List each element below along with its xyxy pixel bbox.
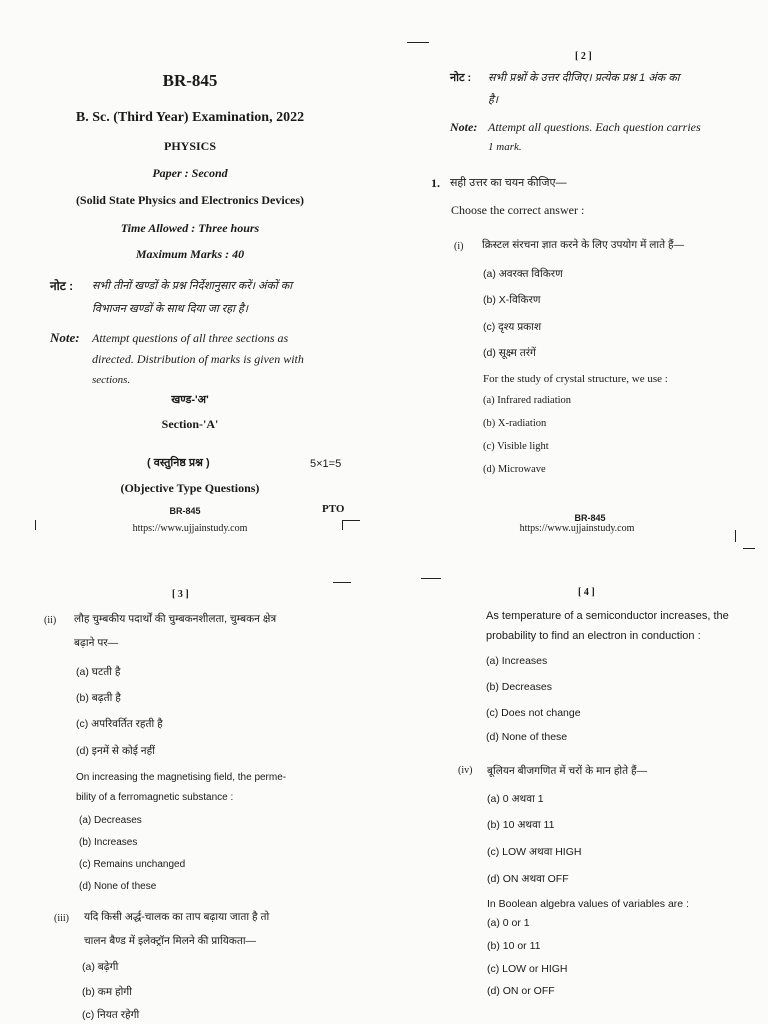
note-hindi-label: नोट : [50, 279, 74, 293]
option-hindi: (c) अपरिवर्तित रहती है [76, 718, 163, 730]
scan-mark [333, 582, 351, 583]
scan-mark [735, 530, 736, 542]
subquestion-hindi: लौह चुम्बकीय पदार्थों की चुम्बकनशीलता, चुम्बकन क्षेत्र [74, 613, 277, 625]
subject-title: PHYSICS [163, 139, 216, 153]
footer-code: BR-845 [169, 506, 201, 516]
option-english: (a) Infrared radiation [483, 395, 572, 406]
option-hindi: (b) 10 अथवा 11 [487, 819, 555, 831]
scan-mark [743, 548, 755, 549]
option-hindi: (a) घटती है [76, 666, 121, 678]
page-number: [ 3 ] [172, 589, 189, 600]
paper-code-title: BR-845 [162, 71, 218, 90]
pto-label: PTO [322, 503, 345, 515]
subquestion-hindi: चालन बैण्ड में इलेक्ट्रॉन मिलने की प्रायिकता— [84, 935, 257, 947]
course-title: (Solid State Physics and Electronics Devices) [75, 193, 305, 207]
note-hindi-line: है। [488, 94, 499, 106]
section-a-hindi: खण्ड-'अ' [171, 394, 209, 406]
note-english-line: directed. Distribution of marks is given with [92, 352, 304, 366]
option-english: (c) LOW or HIGH [487, 963, 568, 975]
option-english: (d) None of these [79, 881, 157, 892]
option-english: (b) Decreases [486, 681, 552, 693]
subquestion-english: On increasing the magnetising field, the perme- [76, 772, 287, 783]
objective-heading: (Objective Type Questions) [120, 481, 260, 495]
footer-code: BR-845 [574, 513, 606, 523]
option-english: (a) Decreases [79, 815, 142, 826]
option-english: (b) X-radiation [483, 418, 547, 429]
question-number: 1. [431, 176, 440, 190]
subquestion-hindi: क्रिस्टल संरचना ज्ञात करने के लिए उपयोग में लाते हैं— [482, 239, 685, 251]
option-hindi: (a) बढ़ेगी [82, 961, 119, 973]
note-english-line: 1 mark. [488, 141, 522, 153]
subquestion-number: (iv) [458, 765, 473, 776]
scan-mark [421, 578, 441, 579]
note-english-line: sections. [92, 374, 131, 386]
option-english: (d) Microwave [483, 464, 546, 475]
option-hindi: (d) ON अथवा OFF [487, 873, 569, 885]
note-english-line: Attempt all questions. Each question carries [488, 120, 701, 134]
option-hindi: (c) नियत रहेगी [82, 1009, 140, 1021]
time-allowed: Time Allowed : Three hours [120, 221, 260, 235]
subquestion-number: (ii) [44, 615, 57, 626]
option-english: (c) Remains unchanged [79, 859, 186, 870]
note-hindi-line: विभाजन खण्डों के साथ दिया जा रहा है। [92, 303, 249, 315]
subquestion-english: bility of a ferromagnetic substance : [76, 792, 234, 803]
page-number: [ 4 ] [578, 587, 595, 598]
note-english-line: Attempt questions of all three sections as [92, 331, 289, 345]
option-english: (c) Visible light [483, 441, 549, 452]
objective-hindi: ( वस्तुनिष्ठ प्रश्न ) [147, 457, 210, 469]
option-hindi: (c) LOW अथवा HIGH [487, 846, 582, 858]
scan-mark [35, 520, 36, 530]
option-hindi: (b) बढ़ती है [76, 692, 121, 704]
subquestion-english: As temperature of a semiconductor increases, the [486, 610, 729, 622]
objective-marks: 5×1=5 [310, 458, 342, 470]
option-english: (b) 10 or 11 [487, 940, 541, 952]
option-hindi: (d) सूक्ष्म तरंगें [483, 347, 536, 359]
footer-url: https://www.ujjainstudy.com [519, 523, 635, 534]
note-english-label: Note: [450, 120, 478, 134]
option-hindi: (c) दृश्य प्रकाश [483, 321, 542, 333]
question-hindi: सही उत्तर का चयन कीजिए— [450, 177, 567, 189]
subquestion-english: For the study of crystal structure, we use : [483, 373, 668, 385]
question-english: Choose the correct answer : [451, 203, 585, 217]
exam-title: B. Sc. (Third Year) Examination, 2022 [75, 110, 305, 125]
note-hindi-line: सभी तीनों खण्डों के प्रश्न निर्देशानुसार करें। अंकों का [92, 280, 293, 292]
subquestion-english: In Boolean algebra values of variables are : [487, 898, 689, 910]
maximum-marks: Maximum Marks : 40 [135, 247, 245, 261]
subquestion-hindi: यदि किसी अर्द्ध-चालक का ताप बढ़ाया जाता है तो [84, 911, 270, 923]
option-hindi: (b) कम होगी [82, 986, 132, 998]
option-english: (d) None of these [486, 731, 568, 743]
subquestion-number: (i) [454, 241, 464, 252]
subquestion-hindi: बढ़ाने पर— [74, 637, 119, 649]
subquestion-english: probability to find an electron in conduction : [486, 630, 701, 642]
option-hindi: (b) X-विकिरण [483, 294, 541, 306]
subquestion-number: (iii) [54, 913, 69, 924]
page-number: [ 2 ] [575, 51, 592, 62]
note-hindi-line: सभी प्रश्नों के उत्तर दीजिए। प्रत्येक प्रश्न 1 अंक का [488, 72, 680, 84]
note-hindi-label: नोट : [450, 72, 472, 84]
option-hindi: (a) अवरक्त विकिरण [483, 268, 563, 280]
footer-url: https://www.ujjainstudy.com [132, 523, 248, 534]
scan-mark [342, 520, 343, 530]
option-english: (c) Does not change [486, 707, 581, 719]
scan-mark [342, 520, 360, 521]
option-hindi: (d) इनमें से कोई नहीं [76, 745, 155, 757]
paper-number: Paper : Second [152, 166, 228, 180]
section-a-heading: Section-'A' [161, 417, 219, 431]
scan-mark [407, 42, 429, 43]
option-english: (a) 0 or 1 [487, 917, 530, 929]
option-english: (a) Increases [486, 655, 548, 667]
option-english: (d) ON or OFF [487, 985, 555, 997]
option-english: (b) Increases [79, 837, 138, 848]
option-hindi: (a) 0 अथवा 1 [487, 793, 544, 805]
subquestion-hindi: बूलियन बीजगणित में चरों के मान होते हैं— [487, 765, 648, 777]
note-english-label: Note: [50, 330, 80, 345]
